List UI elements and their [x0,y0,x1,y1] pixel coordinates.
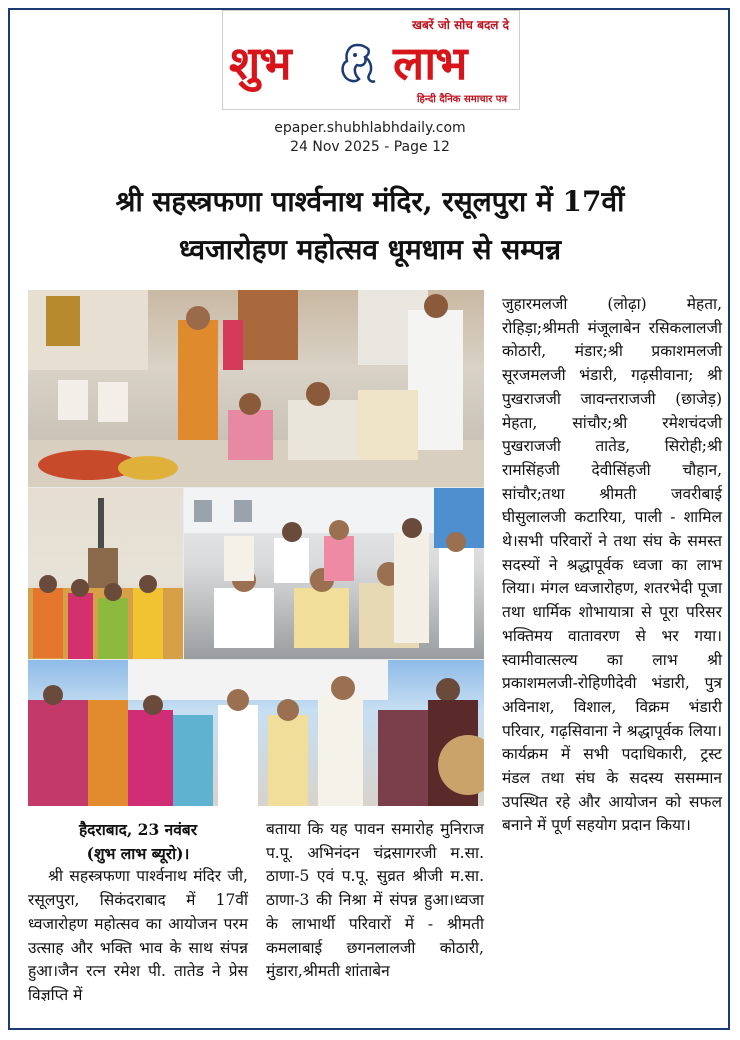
masthead-subtitle: हिन्दी दैनिक समाचार पत्र [416,94,507,105]
flag-hoisting-photo [28,488,183,659]
masthead-logo [222,10,520,110]
headline-line-1: श्री सहस्त्रफणा पार्श्वनाथ मंदिर, रसूलपुरा में 17वीं [115,185,625,218]
dignitaries-seated-photo [184,488,484,659]
headline-line-2: ध्वजारोहण महोत्सव धूमधाम से सम्पन्न [178,233,562,266]
article-column-1 [28,818,248,1008]
masthead-name-right: लाभ [393,36,467,90]
procession-group-photo [28,660,484,806]
masthead-tagline: खबरें जो सोच बदल दे [412,18,509,32]
article-col1-text: श्री सहस्त्रफणा पार्श्वनाथ मंदिर जी, रसूलपुरा, सिकंदराबाद में 17वीं ध्वजारोहण महोत्सव का आयोजन परम उत्साह और भक्ति भाव के साथ संपन्न हुआ।जैन रत्न रमेश पी. तातेड ने प्रेस विज्ञप्ति में [28,867,248,1004]
article-col2-text: बताया कि यह पावन समारोह मुनिराज प.पू. अभिनंदन चंद्रसागरजी म.सा. ठाणा-5 एवं प.पू. सुव्रत श्रीजी म.सा. ठाणा-3 की निश्रा में संपन्न हुआ।ध्वजा के लाभार्थी परिवारों में - श्रीमती कमलाबाई छगनलालजी कोठारी, मुंडारा,श्रीमती शांताबेन [266,820,484,981]
article-column-2 [266,818,484,984]
date-page: 24 Nov 2025 - Page 12 [290,139,450,155]
dateline-place: हैदराबाद, 23 नवंबर [78,820,198,839]
source-url: epaper.shubhlabhdaily.com [274,120,466,136]
masthead-name-left: शुभ [229,36,291,90]
ganesha-icon [335,39,379,87]
photo-collage [28,290,484,806]
temple-ceremony-photo [28,290,484,487]
article-column-3 [502,293,722,838]
dateline-bureau: (शुभ लाभ ब्यूरो)। [86,843,190,863]
article-col3-text: जुहारमलजी (लोढ़ा) मेहता, रोहिड़ा;श्रीमती मंजूलाबेन रसिकलालजी कोठारी, मंडार;श्री प्रकाशमलजी सूरजमलजी भंडारी, गढ़सीवाना; श्री पुखराजजी जावन्तराजजी (छाजेड़) मेहता, सांचौर;श्री रमेशचंदजी पुखराजजी तातेड, सिरोही;श्री रामसिंहजी देवीसिंहजी चौहान, सांचौर;तथा श्रीमती जवरीबाई घीसुलालजी कटारिया, पाली - शामिल थे।सभी परिवारों ने तथा संघ के समस्त सदस्यों ने श्रद्धापूर्वक ध्वजा का लाभ लिया। मंगल ध्वजारोहण, शतरभेदी पूजा तथा धार्मिक शोभायात्रा से पूरा परिसर भक्तिमय वातावरण से भर गया।स्वामीवात्सल्य का लाभ श्री प्रकाशमलजी-रोहिणीदेवी भंडारी, पुत्र अविनाश, विशाल, विक्रम भंडारी परिवार, गढ़सिवाना ने श्रद्धापूर्वक लिया।कार्यक्रम में सभी पदाधिकारी, ट्रस्ट मंडल तथा संघ के सदस्य ससम्मान उपस्थित रहे और आयोजन को सफल बनाने में पूर्ण सहयोग प्रदान किया। [502,295,722,835]
